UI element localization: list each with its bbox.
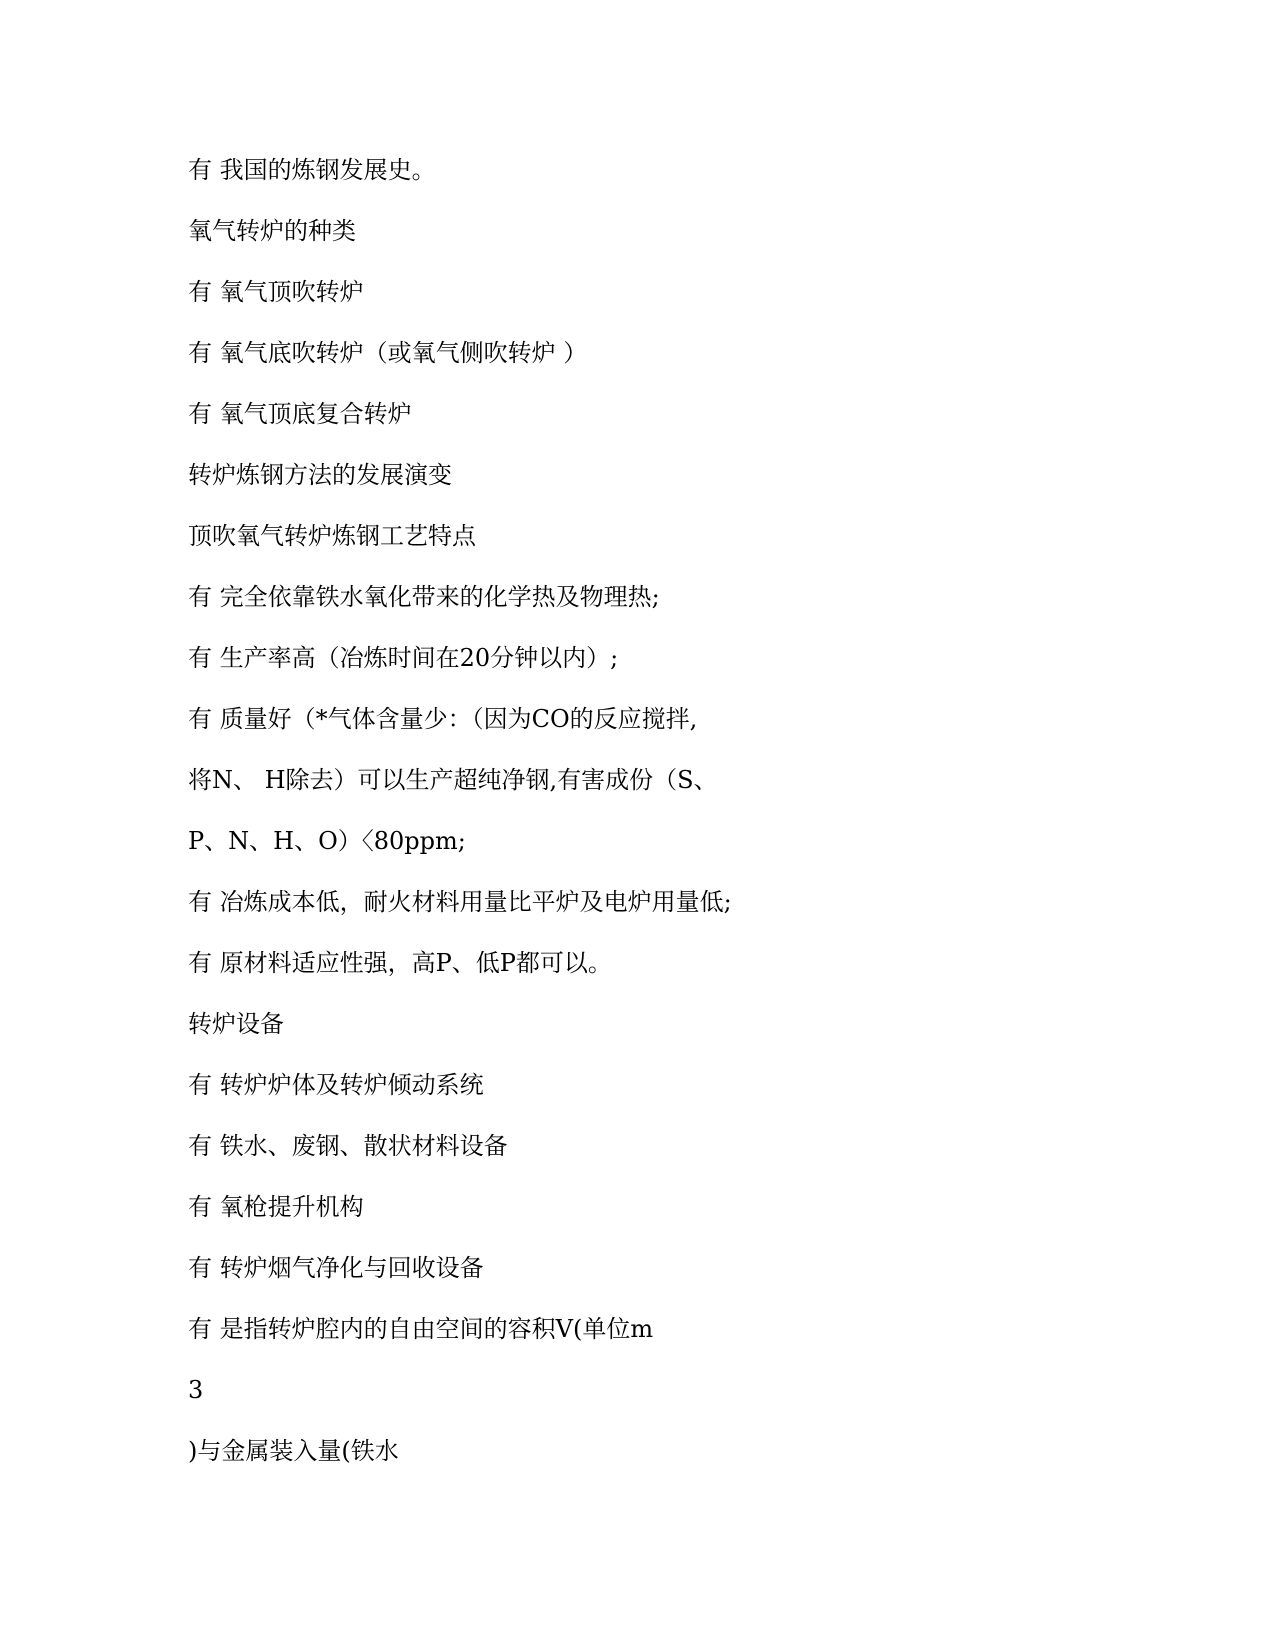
text-line-exponent: 3 (188, 1376, 204, 1404)
list-item-bottom-blown: 有 氧气底吹转炉（或氧气侧吹转炉 ） (188, 339, 588, 367)
list-item-materials-equipment: 有 铁水、废钢、散状材料设备 (188, 1132, 508, 1160)
text-line-quality-cont-2: P、N、H、O）〈80ppm; (188, 827, 466, 855)
text-line-volume-cont: )与金属装入量(铁水 (188, 1437, 399, 1465)
list-item-top-blown: 有 氧气顶吹转炉 (188, 278, 364, 306)
list-item-adaptability: 有 原材料适应性强，高P、低P都可以。 (188, 949, 612, 977)
list-item-quality: 有 质量好（*气体含量少：（因为CO的反应搅拌, (188, 705, 698, 733)
list-item-combined-blown: 有 氧气顶底复合转炉 (188, 400, 412, 428)
text-line-history: 有 我国的炼钢发展史。 (188, 156, 436, 184)
heading-method-evolution: 转炉炼钢方法的发展演变 (188, 461, 452, 489)
heading-process-features: 顶吹氧气转炉炼钢工艺特点 (188, 522, 476, 550)
list-item-lance-lifting: 有 氧枪提升机构 (188, 1193, 364, 1221)
list-item-gas-cleaning: 有 转炉烟气净化与回收设备 (188, 1254, 484, 1282)
list-item-cost: 有 冶炼成本低，耐火材料用量比平炉及电炉用量低; (188, 888, 732, 916)
heading-converter-types: 氧气转炉的种类 (188, 217, 356, 245)
heading-converter-equipment: 转炉设备 (188, 1010, 284, 1038)
list-item-productivity: 有 生产率高（冶炼时间在20分钟以内）; (188, 644, 619, 672)
document-body (188, 140, 1088, 1482)
list-item-heat-source: 有 完全依靠铁水氧化带来的化学热及物理热; (188, 583, 660, 611)
list-item-volume-definition: 有 是指转炉腔内的自由空间的容积V(单位m (188, 1315, 654, 1343)
list-item-furnace-body: 有 转炉炉体及转炉倾动系统 (188, 1071, 484, 1099)
text-line-quality-cont-1: 将N、 H除去）可以生产超纯净钢,有害成份（S、 (188, 766, 718, 794)
